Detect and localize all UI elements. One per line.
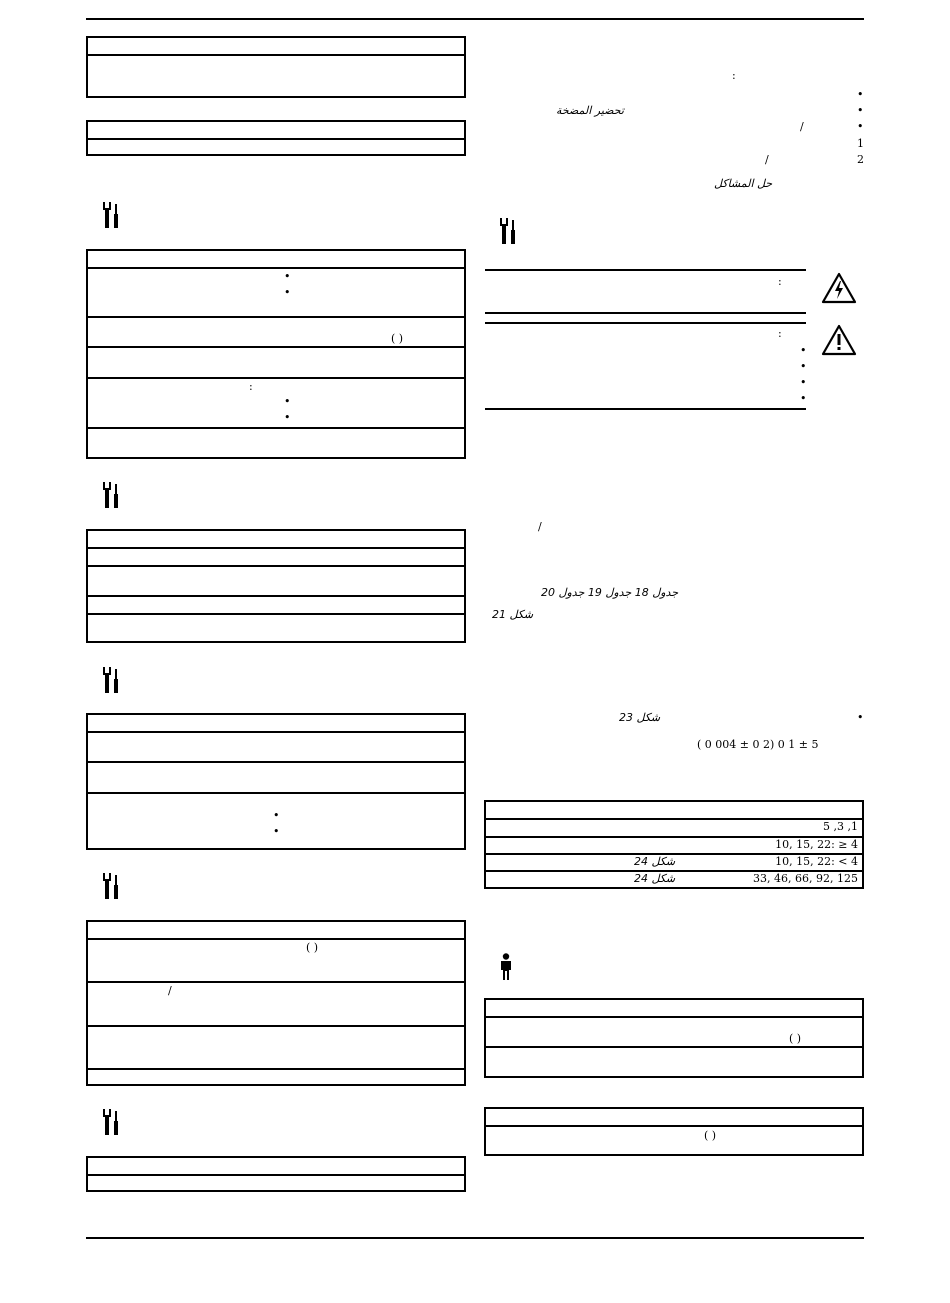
bullet: • [857,88,864,101]
tools-icon [102,873,122,901]
bullet: • [857,104,864,117]
left-table-3 [86,713,466,850]
parens-text: ( ) [391,332,404,345]
table-cell: 10, 15, 22: ≥ 4 [775,838,858,851]
colon-text: : [778,275,782,288]
bullet: • [857,120,864,133]
left-table-5 [86,1156,466,1192]
table-cell: شكل 24 [634,872,676,885]
bullet: • [273,825,280,838]
left-table-2 [86,529,466,643]
step-number: 2 [857,153,864,166]
table-cell: 10, 15, 22: < 4 [775,855,858,868]
figure-21-link[interactable]: شكل 21 [492,608,534,621]
warning-rule [485,269,806,271]
bullet: • [800,360,807,373]
colon-text: : [778,327,782,340]
bullet: • [284,395,291,408]
tolerance-text: ( 0 004 ± 0 2) 0 1 ± 5 [697,738,819,751]
right-table-2 [484,1107,864,1156]
data-table [484,800,864,889]
tools-icon [102,202,122,230]
tools-icon [499,218,519,246]
figure-23-link[interactable]: شكل 23 [619,711,661,724]
left-box-1 [86,36,466,98]
slash-text: / [800,120,804,133]
prep-link[interactable]: تحضير المضخة [556,104,624,117]
left-table-1 [86,249,466,459]
person-icon [499,953,513,981]
bullet: • [284,270,291,283]
bullet: • [273,809,280,822]
tools-icon [102,482,122,510]
warning-rule [485,312,806,314]
bullet: • [800,344,807,357]
parens-text: ( ) [306,941,319,954]
slash-text: / [765,153,769,166]
bottom-rule [86,1237,864,1239]
colon-text: : [249,380,253,393]
slash-text: / [538,520,542,533]
table-cell: 5 ,3 ,1 [823,820,858,833]
warning-icon [821,324,857,356]
slash-text: / [168,984,172,997]
tools-icon [102,1109,122,1137]
table-cell: 33, 46, 66, 92, 125 [753,872,858,885]
bullet: • [800,376,807,389]
warning-rule [485,408,806,410]
tools-icon [102,667,122,695]
top-rule [86,18,864,20]
step-number: 1 [857,137,864,150]
warning-rule [485,322,806,324]
left-table-4 [86,920,466,1086]
left-box-2 [86,120,466,156]
bullet: • [284,286,291,299]
bullet: • [284,411,291,424]
colon-text: : [732,69,736,82]
bullet: • [857,711,864,724]
right-table-1 [484,998,864,1078]
parens-text: ( ) [789,1032,802,1045]
electric-hazard-icon [821,272,857,304]
bullet: • [800,392,807,405]
parens-text: ( ) [704,1129,717,1142]
table-cell: شكل 24 [634,855,676,868]
troubleshooting-link[interactable]: حل المشاكل [714,177,773,190]
table-references[interactable]: جدول 18 جدول 19 جدول 20 [541,586,679,599]
